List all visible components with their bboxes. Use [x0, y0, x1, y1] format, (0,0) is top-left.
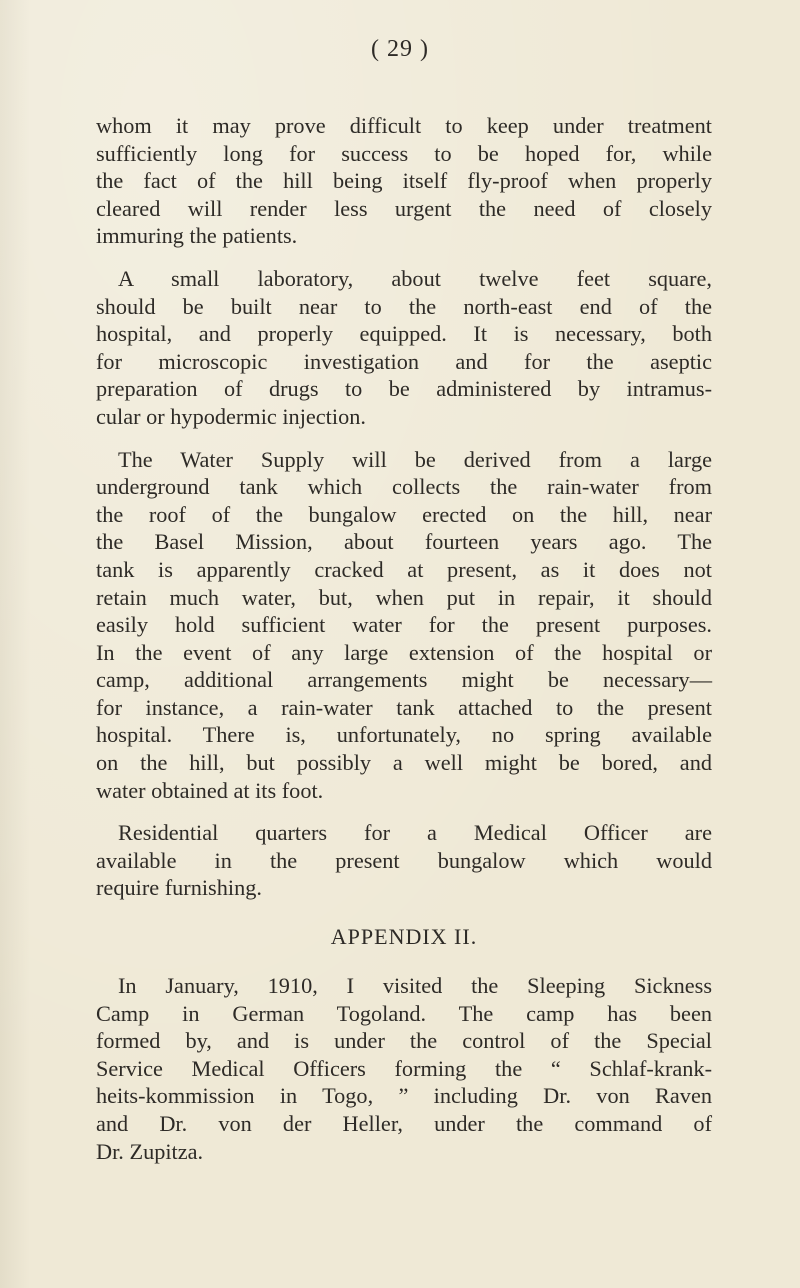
- text-line: In the event of any large extension of the hospital or: [96, 639, 712, 665]
- text-line: should be built near to the north-east end of the: [96, 293, 712, 319]
- text-line: Camp in German Togoland. The camp has been: [96, 1000, 712, 1026]
- text-line: the roof of the bungalow erected on the hill, near: [96, 501, 712, 527]
- page-number: ( 29 ): [371, 36, 429, 62]
- paragraph-laboratory: [96, 265, 712, 431]
- text-line: retain much water, but, when put in repair, it should: [96, 584, 712, 610]
- text-line: require furnishing.: [96, 875, 262, 901]
- text-line: sufficiently long for success to be hoped for, while: [96, 140, 712, 166]
- text-line: available in the present bungalow which would: [96, 847, 712, 873]
- text-line: for microscopic investigation and for the aseptic: [96, 348, 712, 374]
- text-line-content: A small laboratory, about twelve feet square,: [118, 265, 712, 291]
- text-line: [96, 819, 712, 847]
- text-line-content: The Water Supply will be derived from a large: [118, 446, 712, 472]
- text-line: hospital. There is, unfortunately, no spring available: [96, 722, 712, 748]
- text-line: [96, 446, 712, 474]
- text-line: water obtained at its foot.: [96, 777, 324, 803]
- text-line: whom it may prove difficult to keep under treatment: [96, 113, 712, 138]
- text-line: Dr. Zupitza.: [96, 1138, 204, 1164]
- text-line: formed by, and is under the control of the Special: [96, 1028, 712, 1054]
- body-text: [96, 112, 712, 1180]
- text-line: [96, 972, 712, 1000]
- paragraph-appendix: [96, 972, 712, 1165]
- text-line: the fact of the hill being itself fly-proof when properly: [96, 168, 712, 194]
- text-line: on the hill, but possibly a well might be bored, and: [96, 750, 712, 776]
- text-line: tank is apparently cracked at present, as it does not: [96, 556, 712, 582]
- appendix-heading: APPENDIX II.: [330, 924, 478, 950]
- text-line: Service Medical Officers forming the “ Schlaf-krank-: [96, 1055, 712, 1081]
- text-line-content: Residential quarters for a Medical Officer are: [118, 820, 712, 846]
- text-line: camp, additional arrangements might be necessary—: [96, 667, 712, 693]
- text-line: preparation of drugs to be administered by intramus-: [96, 376, 712, 402]
- paragraph-residential-quarters: [96, 819, 712, 902]
- text-line: cular or hypodermic injection.: [96, 403, 366, 429]
- text-line: underground tank which collects the rain-water from: [96, 474, 712, 500]
- text-line: easily hold sufficient water for the present purposes.: [96, 612, 712, 638]
- paragraph-water-supply: [96, 446, 712, 805]
- text-line-content: In January, 1910, I visited the Sleeping Sickness: [118, 973, 712, 999]
- text-line: hospital, and properly equipped. It is necessary, both: [96, 321, 712, 347]
- text-line: and Dr. von der Heller, under the command of: [96, 1111, 712, 1136]
- text-line: heits-kommission in Togo, ” including Dr. von Raven: [96, 1083, 712, 1109]
- text-line: [96, 265, 712, 293]
- paragraph-treatment: [96, 112, 712, 250]
- text-line: for instance, a rain-water tank attached to the present: [96, 694, 712, 720]
- text-line: the Basel Mission, about fourteen years ago. The: [96, 529, 712, 555]
- text-line: immuring the patients.: [96, 223, 298, 249]
- text-line: cleared will render less urgent the need of closely: [96, 195, 712, 221]
